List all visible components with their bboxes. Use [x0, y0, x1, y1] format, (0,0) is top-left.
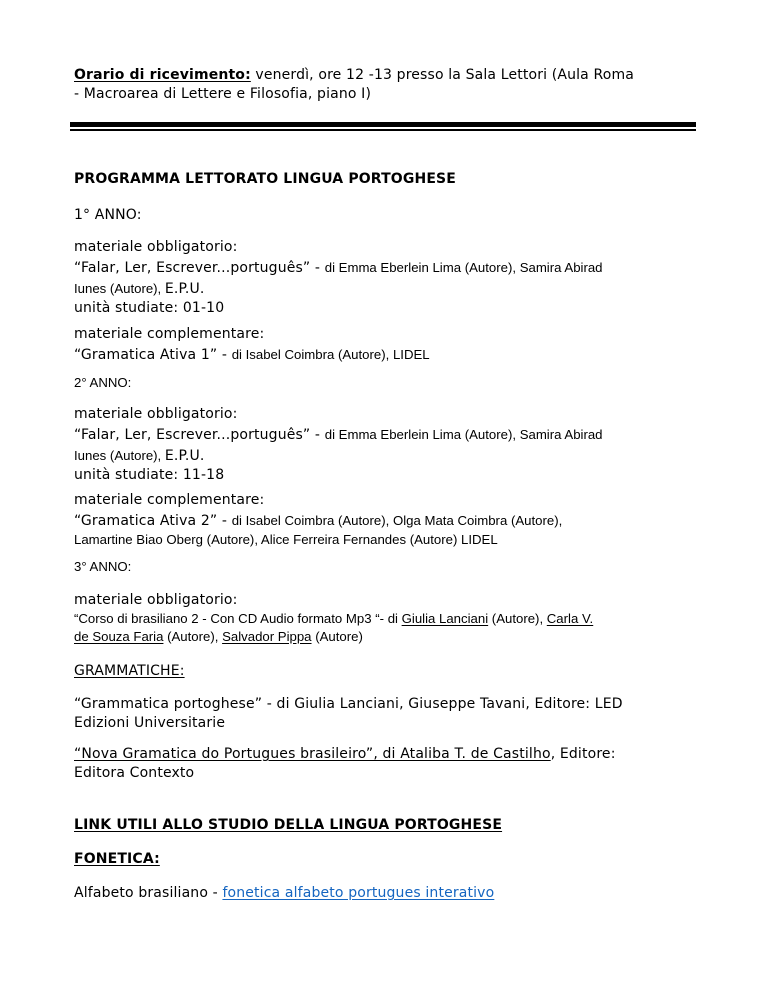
year3-mandatory-label: materiale obbligatorio:	[74, 592, 238, 608]
office-hours-text-2: - Macroarea di Lettere e Filosofia, piano I)	[74, 86, 372, 102]
year3-author-role-3: (Autore)	[311, 629, 363, 644]
grammar-item-1-line-1: “Grammatica portoghese” - di Giulia Lanciani, Giuseppe Tavani, Editore: LED	[74, 696, 623, 712]
year2-heading: 2° ANNO:	[74, 375, 132, 390]
program-title: PROGRAMMA LETTORATO LINGUA PORTOGHESE	[74, 171, 456, 187]
phonetics-heading: FONETICA:	[74, 851, 160, 867]
links-title: LINK UTILI ALLO STUDIO DELLA LINGUA PORTOGHESE	[74, 817, 503, 833]
grammar-item-1	[74, 695, 714, 733]
year2-mandatory	[74, 405, 714, 485]
year1-complementary-label: materiale complementare:	[74, 326, 265, 342]
year2-complementary-label: materiale complementare:	[74, 492, 265, 508]
office-hours	[74, 66, 714, 104]
grammar-item-2-link[interactable]: “Nova Gramatica do Portugues brasileiro”, di Ataliba T. de Castilho	[74, 746, 551, 762]
divider-thick	[70, 122, 696, 127]
author-link-lanciani[interactable]: Giulia Lanciani	[401, 611, 489, 626]
year3-course: “Corso di brasiliano 2 - Con CD Audio formato Mp3 “- di	[74, 611, 402, 626]
office-hours-text: venerdì, ore 12 -13 presso la Sala Lettori (Aula Roma	[250, 67, 634, 83]
year2-complementary-authors: di Isabel Coimbra (Autore), Olga Mata Coimbra (Autore),	[231, 513, 563, 528]
year2-complementary-title: “Gramatica Ativa 2” -	[74, 513, 232, 529]
year3-heading: 3° ANNO:	[74, 559, 132, 574]
year1-mandatory	[74, 238, 714, 318]
author-link-faria-2[interactable]: de Souza Faria	[74, 629, 164, 644]
year2-publisher: E.P.U.	[164, 448, 205, 464]
year1-units: unità studiate: 01-10	[74, 300, 225, 316]
year1-mandatory-title: “Falar, Ler, Escrever...português” -	[74, 260, 325, 276]
phonetics-prefix: Alfabeto brasiliano -	[74, 885, 223, 901]
grammars-heading: GRAMMATICHE:	[74, 663, 185, 679]
grammar-item-2-line-2: Editora Contexto	[74, 765, 195, 781]
year1-mandatory-authors: di Emma Eberlein Lima (Autore), Samira Abirad	[324, 260, 603, 275]
phonetics-link[interactable]: fonetica alfabeto portugues interativo	[222, 885, 495, 901]
year3-mandatory	[74, 591, 714, 646]
year2-complementary-authors-2: Lamartine Biao Oberg (Autore), Alice Ferreira Fernandes (Autore) LIDEL	[74, 532, 498, 547]
year1-publisher: E.P.U.	[164, 281, 205, 297]
year3-author-role-1: (Autore),	[488, 611, 547, 626]
phonetics-item	[74, 884, 714, 903]
year2-mandatory-authors-2: Iunes (Autore),	[74, 448, 165, 463]
divider-thin	[70, 129, 696, 131]
year1-heading: 1° ANNO:	[74, 207, 142, 223]
grammar-item-1-line-2: Edizioni Universitarie	[74, 715, 226, 731]
year2-mandatory-authors: di Emma Eberlein Lima (Autore), Samira Abirad	[324, 427, 603, 442]
author-link-faria[interactable]: Carla V.	[546, 611, 594, 626]
grammar-item-2-rest: , Editore:	[550, 746, 616, 762]
author-link-pippa[interactable]: Salvador Pippa	[222, 629, 312, 644]
year1-mandatory-authors-2: Iunes (Autore),	[74, 281, 165, 296]
office-hours-label: Orario di ricevimento:	[74, 67, 251, 83]
year1-complementary-authors: di Isabel Coimbra (Autore), LIDEL	[231, 347, 430, 362]
grammar-item-2	[74, 745, 714, 783]
year1-complementary-title: “Gramatica Ativa 1” -	[74, 347, 232, 363]
year1-complementary	[74, 325, 714, 365]
year2-units: unità studiate: 11-18	[74, 467, 225, 483]
year2-complementary	[74, 491, 714, 549]
year2-mandatory-label: materiale obbligatorio:	[74, 406, 238, 422]
year3-author-role-2: (Autore),	[163, 629, 223, 644]
year2-mandatory-title: “Falar, Ler, Escrever...português” -	[74, 427, 325, 443]
year1-mandatory-label: materiale obbligatorio:	[74, 239, 238, 255]
